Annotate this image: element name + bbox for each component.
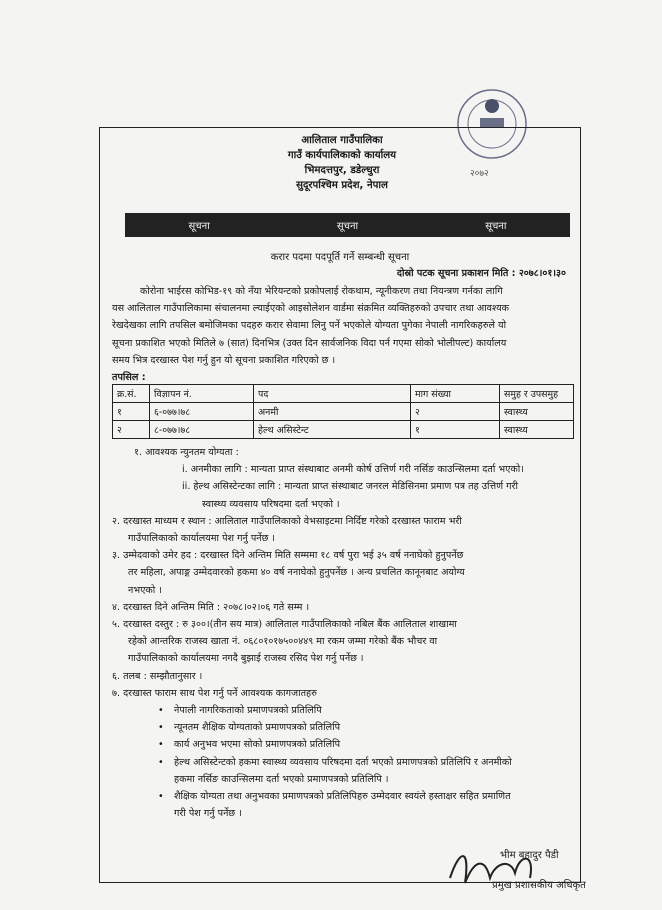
- list-item: ४. दरखास्त दिने अन्तिम मिति : २०७८।०२।०६ गते सम्म ।: [112, 601, 310, 613]
- cell: २: [113, 421, 150, 439]
- cell: ६-०७७।७८: [150, 403, 254, 421]
- cell: १: [411, 421, 500, 439]
- notice-label: सूचना: [188, 221, 210, 232]
- bullet-item-cont: हकमा नर्सिङ काउन्सिलमा दर्ता भएको प्रमाणपत्रको प्रतिलिपि ।: [174, 773, 389, 785]
- cell: हेल्थ असिस्टेन्ट: [254, 421, 411, 439]
- bullet-item: • कार्य अनुभव भएमा सोको प्रमाणपत्रको प्रतिलिपि: [112, 736, 577, 753]
- intro-paragraph: [112, 283, 577, 386]
- intro-line: रेखदेखका लागि तपसिल बमोजिमका पदहरु करार सेवामा लिनु पर्ने भएकोले योग्यता पुगेका नेपाली नागरिकहरुले यो: [112, 320, 507, 332]
- list-item: गाउँपालिकाको कार्यालयमा नगदै बुझाई राजस्व रसिद पेश गर्नु पर्नेछ ।: [128, 653, 364, 665]
- col-header: क्र.सं.: [113, 385, 150, 403]
- seal-year: २०७२: [470, 169, 489, 179]
- letterhead: [108, 133, 576, 193]
- bullet-item: • नेपाली नागरिकताको प्रमाणपत्रको प्रतिलिपि: [112, 702, 577, 719]
- cell: २: [411, 403, 500, 421]
- intro-line: सूचना प्रकाशित भएको मितिले ७ (सात) दिनभित्र (उक्त दिन सार्वजनिक विदा पर्न गएमा सोको भोलीपल्ट) कार्यालय: [112, 337, 507, 349]
- requirements-list: [112, 444, 577, 822]
- notice-label: सूचना: [336, 221, 359, 232]
- list-item: ६. तलब : सम्झौतानुसार ।: [112, 670, 203, 682]
- tapsil-label: तपसिल :: [112, 372, 146, 384]
- bullet-item: • न्यूनतम शैक्षिक योग्यताको प्रमाणपत्रको प्रतिलिपि: [112, 719, 577, 736]
- list-item: गाउँपालिकाको कार्यालयमा पेश गर्नु पर्नेछ ।: [128, 533, 276, 545]
- list-item: ७. दरखास्त फाराम साथ पेश गर्नु पर्ने आवश्यक कागजातहरु: [112, 687, 317, 699]
- cell: ८-०७७।७८: [150, 421, 254, 439]
- col-header: समुह र उपसमुह: [500, 385, 574, 403]
- table-header-row: [113, 385, 574, 403]
- bullet-item: • शैक्षिक योग्यता तथा अनुभवका प्रमाणपत्रको प्रतिलिपिहरु उम्मेदवार स्वयंले हस्ताक्षर सहित प्रमाणित: [112, 788, 577, 805]
- office-name: गाउँ कार्यपालिकाको कार्यालय: [287, 150, 397, 161]
- list-item: i. अनमीका लागि : मान्यता प्राप्त संस्थाबाट अनमी कोर्ष उत्तिर्ण गरी नर्सिङ काउन्सिलमा दर्ता भएको।: [182, 464, 524, 476]
- col-header: विज्ञापन नं.: [150, 385, 254, 403]
- notice-subject: करार पदमा पदपूर्ति गर्ने सम्बन्धी सूचना: [270, 252, 410, 263]
- signatory-title: प्रमुख प्रशासकीय अधिकृत: [492, 880, 586, 891]
- org-name: आलिताल गाउँपालिका: [301, 135, 383, 146]
- list-item: ५. दरखास्त दस्तुर : रु ३००।(तीन सय मात्र) आलिताल गाउँपालिकाको नबिल बैंक आलिताल शाखामा: [112, 619, 457, 631]
- cell: १: [113, 403, 150, 421]
- table-row: [113, 403, 574, 421]
- cell: स्वास्थ्य: [500, 403, 574, 421]
- bullet-item: • हेल्थ असिस्टेन्टको हकमा स्वास्थ्य व्यवसाय परिषदमा दर्ता भएको प्रमाणपत्रको प्रतिलिपि र अनमीको: [112, 754, 577, 771]
- bullet-item-cont: गरी पेश गर्नु पर्नेछ ।: [174, 808, 242, 820]
- col-header: पद: [254, 385, 411, 403]
- office-address: भिमदत्तपुर, डडेल्धुरा: [304, 165, 380, 176]
- notice-label: सूचना: [485, 221, 507, 232]
- publication-date: दोस्रो पटक सूचना प्रकाशन मिति : २०७८।०१।३०: [396, 268, 566, 279]
- intro-line: कोरोना भाईरस कोभिड-१९ को नँया भेरियन्टको प्रकोपलाई रोकथाम, न्यूनीकरण तथा नियन्त्रण गर्नका लागि: [140, 286, 503, 297]
- intro-line: समय भित्र दरखास्त पेश गर्नु हुन यो सूचना प्रकाशित गरिएको छ ।: [112, 354, 336, 366]
- list-item: ii. हेल्थ असिस्टेन्टका लागि : मान्यता प्राप्त संस्थाबाट जनरल मेडिसिनमा प्रमाण पत्र तह उत्तिर्ण गरी: [182, 481, 518, 493]
- list-item: रहेको आन्तरिक राजस्व खाता नं. ०६८०१०१७५००४४९ मा रकम जम्मा गरेको बैंक भौचर वा: [128, 636, 438, 648]
- vacancy-table: [112, 384, 574, 439]
- table-row: [113, 421, 574, 439]
- col-header: माग संख्या: [411, 385, 500, 403]
- notice-banner: [125, 213, 570, 237]
- cell: स्वास्थ्य: [500, 421, 574, 439]
- list-item: ३. उम्मेदवाको उमेर हद : दरखास्त दिने अन्तिम मिति सम्ममा १८ वर्ष पुरा भई ३५ वर्ष ननाघेको हुनुपर्नेछ: [112, 550, 464, 562]
- list-item: तर महिला, अपाङ्ग उम्मेदवारको हकमा ४० वर्ष ननाघेको हुनुपर्नेछ । अन्य प्रचलित कानूनबाट अयोग्य: [128, 567, 465, 579]
- province: सुदूरपश्चिम प्रदेश, नेपाल: [296, 180, 388, 191]
- list-item: १. आवश्यक न्युनतम योग्यता :: [134, 447, 239, 458]
- cell: अनमी: [254, 403, 411, 421]
- list-item: स्वास्थ्य व्यवसाय परिषदमा दर्ता भएको ।: [202, 498, 340, 510]
- list-item: नभएको ।: [128, 584, 162, 596]
- signature: [440, 838, 640, 908]
- list-item: २. दरखास्त माध्यम र स्थान : आलिताल गाउँपालिकाको वेभसाइटमा निर्दिष्ट गरेको दरखास्त फाराम भरी: [112, 515, 462, 527]
- intro-line: यस आलिताल गाउँपालिकामा संचालनमा ल्याईएको आइसोलेशन वार्डमा संक्रमित व्यक्तिहरुको उपचार तथा आवश्यक: [112, 303, 510, 315]
- signatory-name: भीम बहादुर पैडी: [500, 850, 559, 861]
